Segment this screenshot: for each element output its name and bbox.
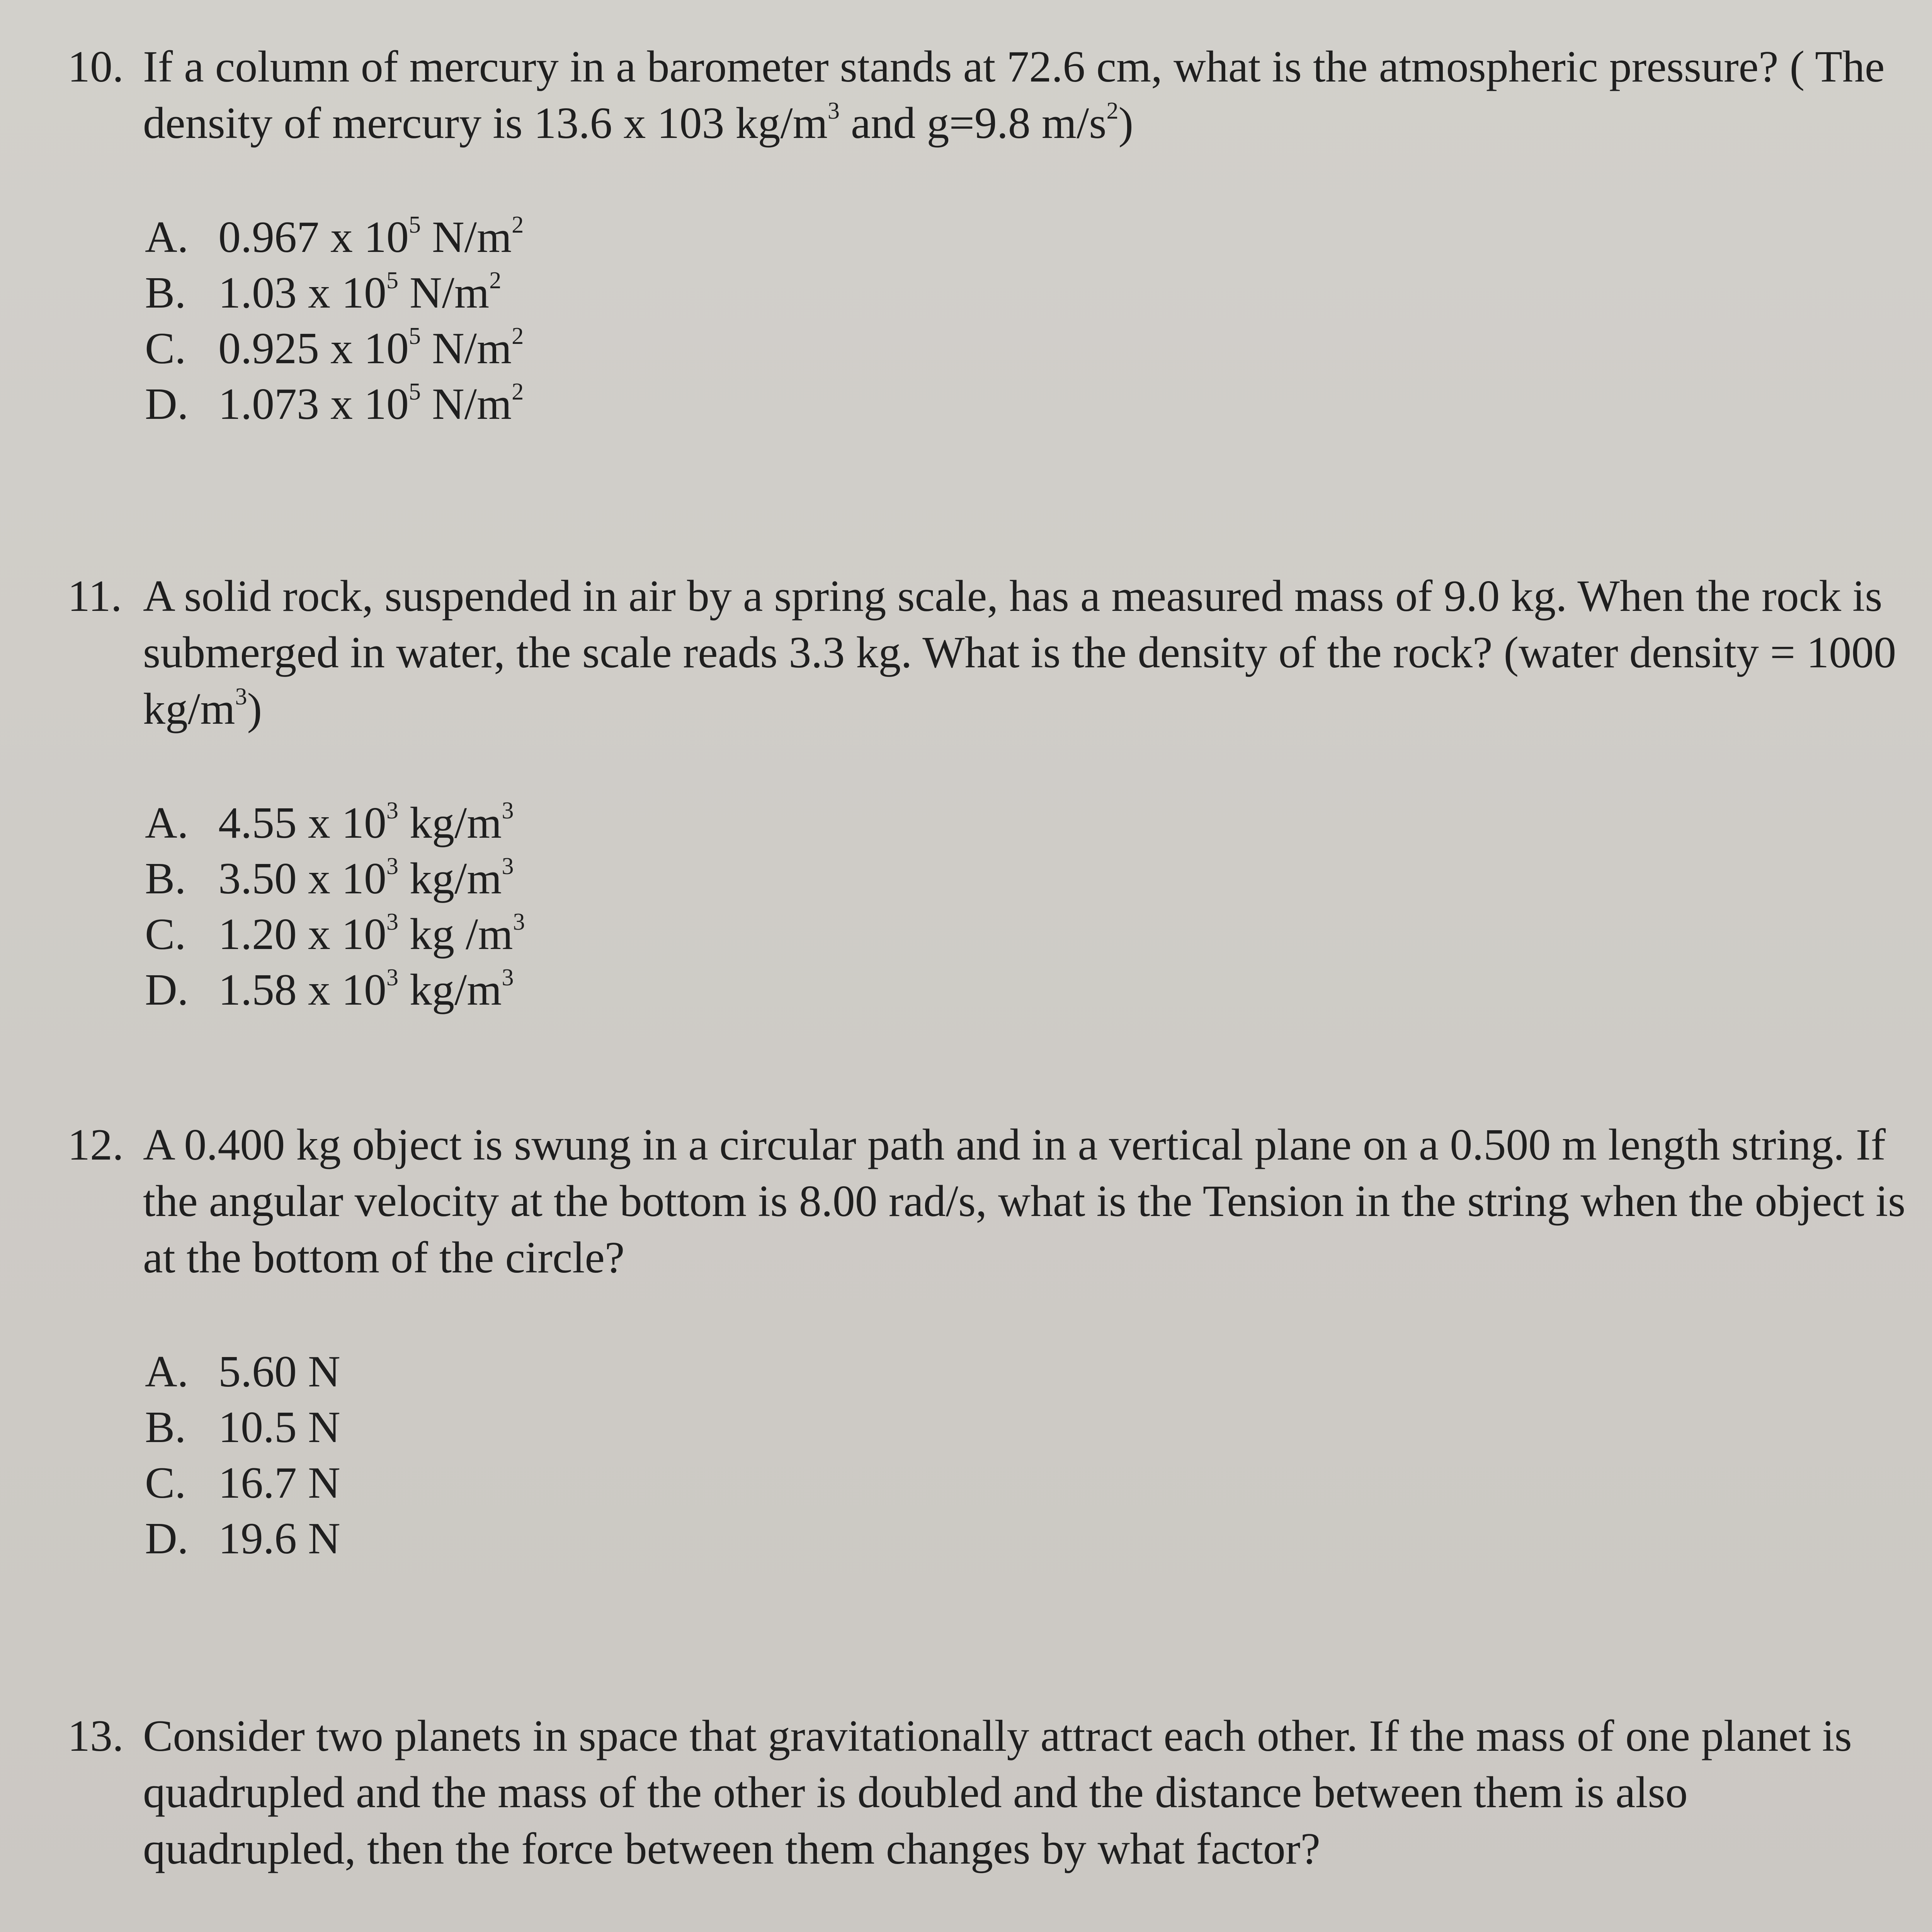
option-letter: B. xyxy=(145,1403,186,1452)
option-b[interactable] xyxy=(145,1400,1907,1455)
option-a[interactable]: A. 0.967 x $10^5$ $N/m^2$ xyxy=(145,209,1907,265)
option-text: 10.5 N xyxy=(218,1403,340,1452)
option-letter: D. xyxy=(145,379,189,429)
question-12 xyxy=(68,1117,1907,1566)
option-letter: D. xyxy=(145,965,189,1015)
option-c[interactable] xyxy=(145,1455,1907,1511)
question-text: A solid rock, suspended in air by a spring scale, has a measured mass of 9.0 kg. When the rock is submerged in water, the scale reads 3.3 kg. What is the density of the rock? (water density = 1000 $kg/m^3$) xyxy=(143,571,1896,734)
option-letter: A. xyxy=(145,1347,189,1396)
question-stem xyxy=(68,568,1907,737)
option-letter: D. xyxy=(145,1514,189,1563)
question-number: 12. xyxy=(68,1120,124,1170)
answer-options xyxy=(68,795,1907,1018)
option-letter: C. xyxy=(145,910,186,959)
option-text: 16.7 N xyxy=(218,1458,340,1508)
question-13 xyxy=(68,1708,1907,1932)
answer-options xyxy=(68,209,1907,432)
question-number: 10. xyxy=(68,42,124,92)
option-letter: A. xyxy=(145,798,189,848)
question-text: Consider two planets in space that gravitationally attract each other. If the mass of one planet is quadrupled and the mass of the other is doubled and the distance between them is also quadrupled, then the force between them changes by what factor? xyxy=(143,1711,1852,1874)
question-text: If a column of mercury in a barometer stands at 72.6 cm, what is the atmospheric pressure? ( The density of mercury is 13.6 x 103 $kg/m^3$ and g=9.8 $m/s^2$) xyxy=(143,42,1885,148)
option-a[interactable]: A. 4.55 x $10^3$ $kg/m^3$ xyxy=(145,795,1907,851)
answer-options xyxy=(68,1344,1907,1566)
option-letter: C. xyxy=(145,1458,186,1508)
option-b[interactable]: B. 3.50 x $10^3$ $kg/m^3$ xyxy=(145,851,1907,906)
option-c[interactable]: C. 1.20 x $10^3$ kg $/m^3$ xyxy=(145,906,1907,962)
question-number: 11. xyxy=(68,571,122,621)
option-letter: B. xyxy=(145,854,186,903)
question-stem xyxy=(68,39,1907,151)
option-d[interactable]: D. 1.58 x $10^3$ $kg/m^3$ xyxy=(145,962,1907,1018)
option-letter: C. xyxy=(145,324,186,373)
question-number: 13. xyxy=(68,1711,124,1761)
question-text: A 0.400 kg object is swung in a circular path and in a vertical plane on a 0.500 m length string. If the angular velocity at the bottom is 8.00 rad/s, what is the Tension in the string when the object is at the bottom of the circle? xyxy=(143,1120,1906,1282)
option-letter: A. xyxy=(145,213,189,262)
option-d[interactable] xyxy=(145,1511,1907,1566)
option-a[interactable] xyxy=(145,1344,1907,1400)
question-stem xyxy=(68,1117,1907,1286)
option-c[interactable]: C. 0.925 x $10^5$ $N/m^2$ xyxy=(145,321,1907,376)
question-10 xyxy=(68,39,1907,432)
option-letter: B. xyxy=(145,268,186,318)
question-11 xyxy=(68,568,1907,1018)
option-text: 19.6 N xyxy=(218,1514,340,1563)
option-b[interactable]: B. 1.03 x $10^5$ $N/m^2$ xyxy=(145,265,1907,321)
option-text: 5.60 N xyxy=(218,1347,340,1396)
question-stem xyxy=(68,1708,1907,1877)
option-d[interactable]: D. 1.073 x $10^5$ $N/m^2$ xyxy=(145,376,1907,432)
